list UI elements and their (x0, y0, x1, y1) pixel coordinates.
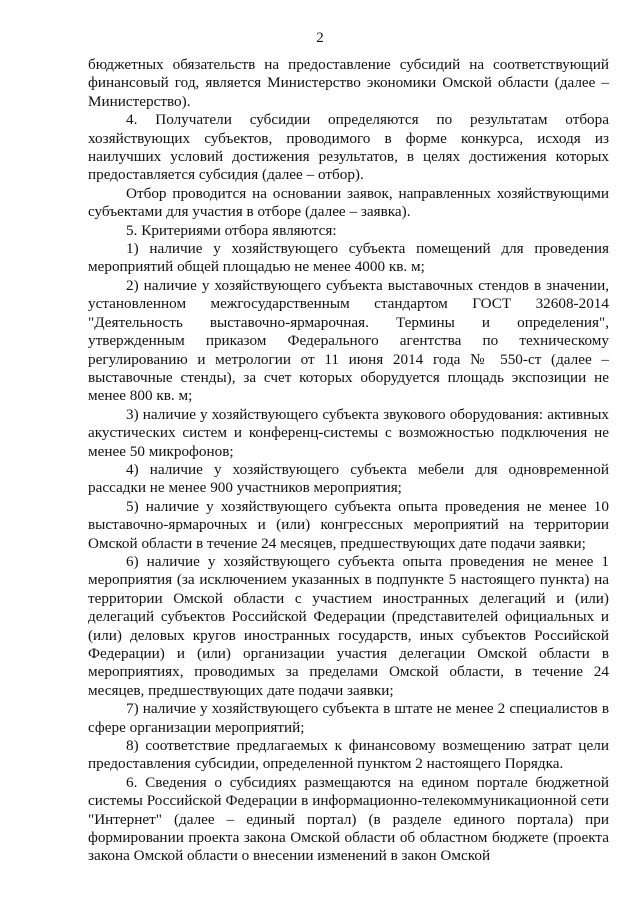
criterion-6: 6) наличие у хозяйствующего субъекта опыта проведения не менее 1 мероприятия (за исключением указанных в подпункте 5 настоящего пункта) на территории Омской области с участием иностранных делегаций и (или) делегаций субъектов Российской Федерации (представителей официальных и (или) деловых кругов иностранных государств, иных субъектов Российской Федерации) и (или) организации участия делегации Омской области в мероприятиях, проводимых за пределами Омской области, в течение 24 месяцев, предшествующих дате подачи заявки; (88, 552, 609, 699)
criterion-4: 4) наличие у хозяйствующего субъекта мебели для одновременной рассадки не менее 900 участников мероприятия; (88, 460, 609, 497)
paragraph-continuation: бюджетных обязательств на предоставление субсидий на соответствующий финансовый год, является Министерство экономики Омской области (далее – Министерство). (88, 56, 609, 110)
criterion-5: 5) наличие у хозяйствующего субъекта опыта проведения не менее 10 выставочно-ярмарочных и (или) конгрессных мероприятий на территории Омской области в течение 24 месяцев, предшествующих дате подачи заявки; (88, 497, 609, 552)
criterion-7: 7) наличие у хозяйствующего субъекта в штате не менее 2 специалистов в сфере организации мероприятий; (88, 700, 609, 736)
criterion-2: 2) наличие у хозяйствующего субъекта выставочных стендов в значении, установленном межгосударственным стандартом ГОСТ 32608-2014 "Деятельность выставочно-ярмарочная. Термины и определения", утвержденным приказом Федерального агентства по техническому регулированию и метрологии от 11 июня 2014 года № 550-ст (далее – выставочные стенды), за счет которых оборудуется площадь экспозиции не менее 800 кв. м; (88, 276, 609, 405)
criterion-1: 1) наличие у хозяйствующего субъекта помещений для проведения мероприятий общей площадью не менее 4000 кв. м; (88, 240, 609, 276)
paragraph-clause-4: 4. Получатели субсидии определяются по результатам отбора хозяйствующих субъектов, проводимого в форме конкурса, исходя из наилучших условий достижения результатов, в целях достижения которых предоставляется субсидия (далее – отбор). (88, 111, 609, 184)
paragraph-selection-basis: Отбор проводится на основании заявок, направленных хозяйствующими субъектами для участия в отборе (далее – заявка). (88, 184, 609, 221)
paragraph-clause-5-heading: 5. Критериями отбора являются: (126, 221, 337, 239)
criterion-3: 3) наличие у хозяйствующего субъекта звукового оборудования: активных акустических систем и конференц-системы с возможностью подключения не менее 50 микрофонов; (88, 405, 609, 460)
criterion-8: 8) соответствие предлагаемых к финансовому возмещению затрат цели предоставления субсидии, определенной пунктом 2 настоящего Порядка. (88, 737, 609, 773)
page-number: 2 (316, 30, 324, 46)
paragraph-clause-6: 6. Сведения о субсидиях размещаются на едином портале бюджетной системы Российской Федерации в информационно-телекоммуникационной сети "Интернет" (далее – единый портал) (в разделе единого портала) при формировании проекта закона Омской области об областном бюджете (проекта закона Омской области о внесении изменений в закон Омской (88, 773, 609, 865)
document-body (88, 56, 609, 866)
